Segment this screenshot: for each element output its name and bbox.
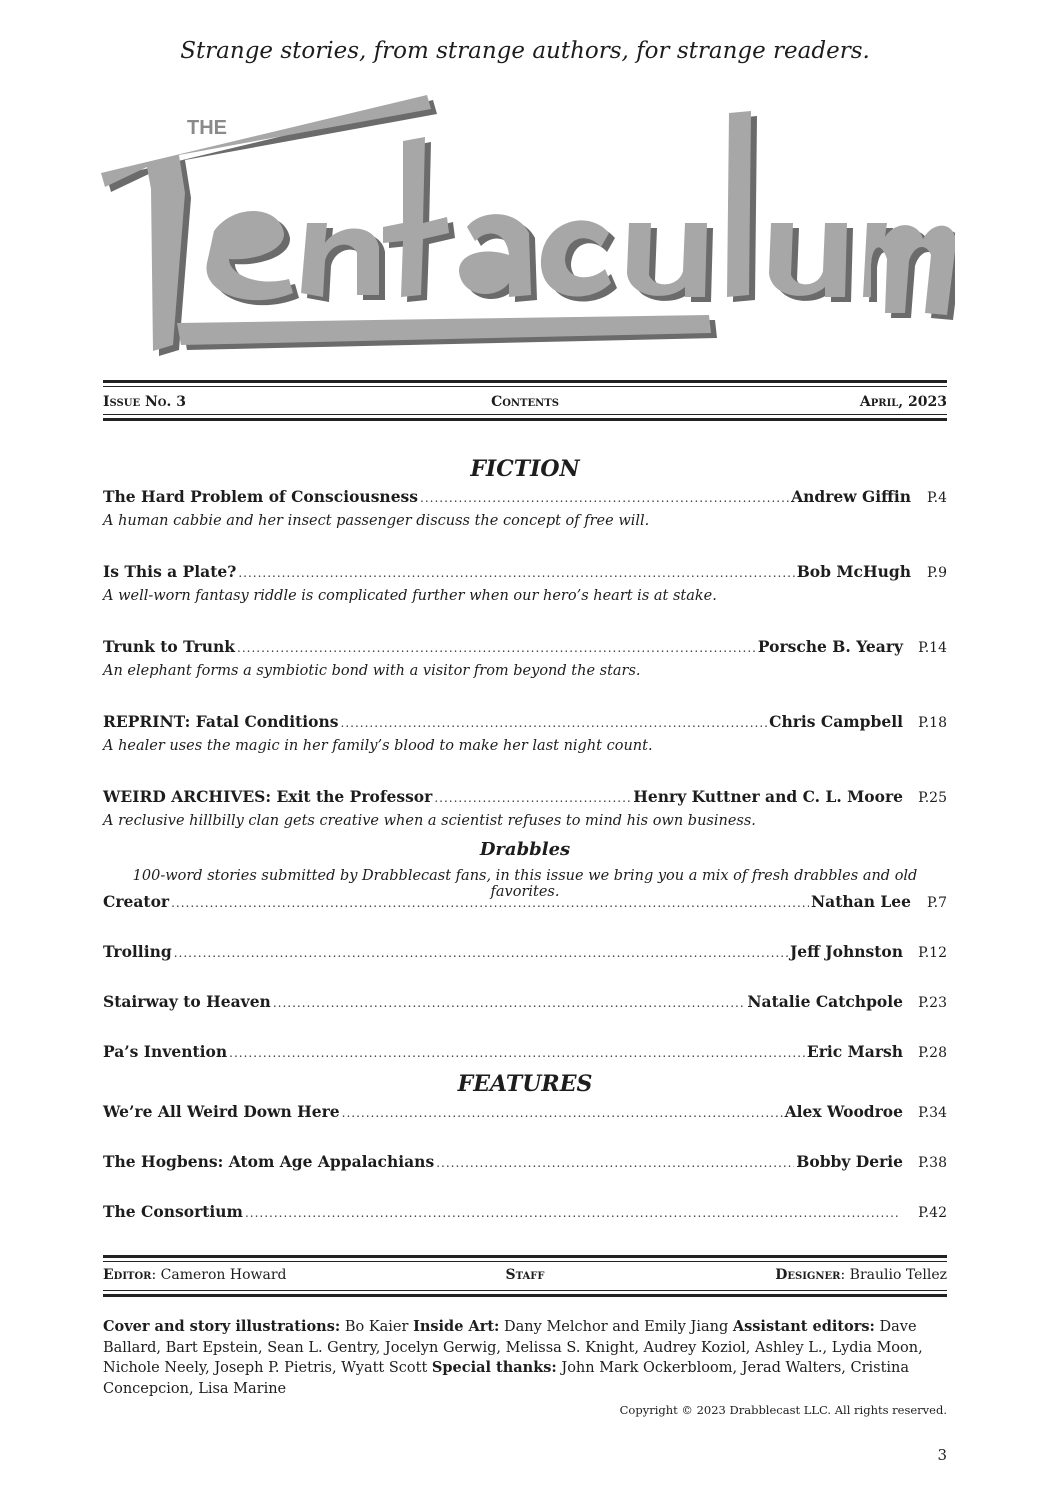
entry-author: Chris Campbell	[769, 712, 903, 731]
leader-dots	[229, 1046, 805, 1060]
entry-author: Bobby Derie	[796, 1152, 903, 1171]
staff-bottom-rule	[103, 1294, 947, 1297]
entry-page: P.4	[927, 490, 947, 506]
staff-top-rule	[103, 1255, 947, 1258]
staff-top-rule-thin	[103, 1261, 947, 1262]
masthead-bottom-rule-thin	[103, 414, 947, 415]
fiction-heading: FICTION	[470, 456, 580, 482]
entry-description: A human cabbie and her insect passenger discuss the concept of free will.	[103, 513, 650, 529]
logo-small-text: THE	[187, 117, 227, 139]
entry-author: Andrew Giffin	[791, 487, 911, 506]
toc-entry[interactable]	[103, 787, 947, 809]
entry-title: Pa’s Invention	[103, 1042, 228, 1061]
entry-page: P.18	[918, 715, 947, 731]
entry-author: Henry Kuttner and C. L. Moore	[633, 787, 903, 806]
entry-description: A reclusive hillbilly clan gets creative when a scientist refuses to mind his own business.	[103, 813, 756, 829]
leader-dots	[273, 996, 746, 1010]
contents-label: Contents	[491, 394, 559, 410]
designer-name: : Braulio Tellez	[840, 1267, 947, 1283]
entry-title: Stairway to Heaven	[103, 992, 271, 1011]
entry-page: P.38	[918, 1155, 947, 1171]
entry-title: Trolling	[103, 942, 172, 961]
illus-label: Cover and story illustrations:	[103, 1318, 341, 1335]
entry-title: The Hogbens: Atom Age Appalachians	[103, 1152, 435, 1171]
editor-label: Editor	[103, 1267, 152, 1283]
entry-title: We’re All Weird Down Here	[103, 1102, 340, 1121]
toc-entry[interactable]	[103, 1042, 947, 1064]
masthead-top-rule	[103, 380, 947, 383]
entry-page: P.34	[918, 1105, 947, 1121]
entry-title: REPRINT: Fatal Conditions	[103, 712, 339, 731]
illus-names: Bo Kaier	[340, 1319, 414, 1335]
entry-page: P.23	[918, 995, 947, 1011]
leader-dots	[342, 1106, 783, 1120]
assistant-editors-names: Dave Ballard, Bart Epstein, Sean L. Gentry, Jocelyn Gerwig, Melissa S. Knight, Audrey Koziol, Ashley L., Lydia Moon, Nichole Neely, Joseph P. Pietris, Wyatt Scott	[103, 1319, 923, 1376]
special-thanks-names: John Mark Ockerbloom, Jerad Walters, Cristina Concepcion, Lisa Marine	[103, 1360, 910, 1397]
entry-author: Eric Marsh	[806, 1042, 903, 1061]
masthead-top-rule-thin	[103, 386, 947, 387]
toc-entry[interactable]	[103, 892, 947, 914]
leader-dots	[174, 946, 788, 960]
tentaculum-logo	[95, 88, 955, 358]
entry-title: Trunk to Trunk	[103, 637, 235, 656]
issue-date: April, 2023	[859, 394, 947, 410]
entry-title: Creator	[103, 892, 170, 911]
inside-art-label: Inside Art:	[413, 1318, 500, 1335]
entry-author: Alex Woodroe	[784, 1102, 903, 1121]
leader-dots	[436, 1156, 794, 1170]
features-heading: FEATURES	[457, 1071, 593, 1097]
staff-bottom-rule-thin	[103, 1290, 947, 1291]
entry-description: An elephant forms a symbiotic bond with a visitor from beyond the stars.	[103, 663, 641, 679]
staff-bar	[103, 1267, 947, 1283]
entry-description: A healer uses the magic in her family’s blood to make her last night count.	[103, 738, 653, 754]
drabbles-intro: 100-word stories submitted by Drabblecast fans, in this issue we bring you a mix of fresh drabbles and old favorites.	[132, 868, 918, 900]
toc-entry[interactable]	[103, 942, 947, 964]
staff-label: Staff	[505, 1267, 545, 1283]
leader-dots	[171, 896, 809, 910]
toc-entry[interactable]	[103, 1202, 947, 1224]
toc-entry[interactable]	[103, 1102, 947, 1124]
special-thanks-label: Special thanks:	[431, 1359, 557, 1376]
entry-author: Nathan Lee	[811, 892, 911, 911]
credits-paragraph	[103, 1317, 949, 1399]
entry-author: Porsche B. Yeary	[757, 637, 903, 656]
entry-page: P.12	[918, 945, 947, 961]
tagline: Strange stories, from strange authors, for strange readers.	[180, 38, 870, 64]
editor-name: : Cameron Howard	[151, 1267, 287, 1283]
copyright-notice: Copyright © 2023 Drabblecast LLC. All rights reserved.	[619, 1403, 947, 1417]
inside-art-names: Dany Melchor and Emily Jiang	[499, 1319, 733, 1335]
entry-page: P.28	[918, 1045, 947, 1061]
entry-title: The Hard Problem of Consciousness	[103, 487, 419, 506]
toc-entry[interactable]	[103, 1152, 947, 1174]
leader-dots	[237, 641, 756, 655]
toc-entry[interactable]	[103, 712, 947, 734]
entry-page: P.25	[918, 790, 947, 806]
entry-page: P.14	[918, 640, 947, 656]
masthead-bottom-rule	[103, 418, 947, 421]
leader-dots	[434, 791, 631, 805]
drabbles-heading: Drabbles	[479, 839, 571, 860]
entry-title: WEIRD ARCHIVES: Exit the Professor	[103, 787, 433, 806]
entry-author: Natalie Catchpole	[747, 992, 903, 1011]
leader-dots	[238, 566, 794, 580]
toc-entry[interactable]	[103, 992, 947, 1014]
assistant-editors-label: Assistant editors:	[732, 1318, 875, 1335]
entry-description: A well-worn fantasy riddle is complicated further when our hero’s heart is at stake.	[103, 588, 717, 604]
entry-title: The Consortium	[103, 1202, 243, 1221]
toc-entry[interactable]	[103, 637, 947, 659]
toc-entry[interactable]	[103, 487, 947, 509]
entry-title: Is This a Plate?	[103, 562, 237, 581]
entry-page: P.9	[927, 565, 947, 581]
entry-author: Jeff Johnston	[789, 942, 903, 961]
designer-label: Designer	[775, 1267, 841, 1283]
page-number: 3	[937, 1446, 947, 1464]
issue-number: Issue No. 3	[103, 394, 186, 410]
entry-author: Bob McHugh	[796, 562, 911, 581]
entry-page: P.7	[927, 895, 947, 911]
toc-entry[interactable]	[103, 562, 947, 584]
leader-dots	[420, 491, 789, 505]
masthead-bar	[103, 392, 947, 412]
entry-page: P.42	[918, 1205, 947, 1221]
leader-dots	[341, 716, 768, 730]
leader-dots	[245, 1206, 901, 1220]
